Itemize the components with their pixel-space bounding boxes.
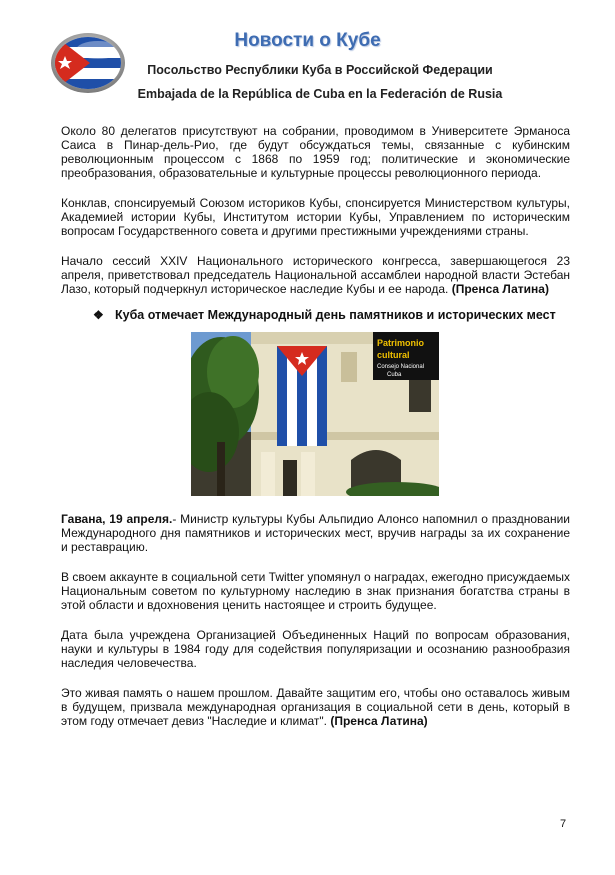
paragraph: Конклав, спонсируемый Союзом историков Кубы, спонсируется Министерством культуры, Академией истории Кубы, Институтом истории Кубы, Управлением по историческим вопросам Государственного совета и другими престижными учреждениями страны. (61, 196, 570, 238)
sign-text: Cuba (387, 372, 402, 378)
article-content (61, 124, 570, 744)
source-label: (Пренса Латина) (330, 714, 428, 728)
paragraph: Дата была учреждена Организацией Объединенных Наций по вопросам образования, науки и культуры в 1984 году для содействия популяризации и осознанию разнообразия наследия человечества. (61, 628, 570, 670)
page-number: 7 (560, 818, 567, 830)
page-title: Новости о Кубе (234, 30, 381, 51)
source-label: (Пренса Латина) (451, 282, 549, 296)
sign-text: cultural (377, 350, 410, 360)
sign-text: Patrimonio (377, 338, 425, 348)
paragraph: Это живая память о нашем прошлом. Давайте защитим его, чтобы оно оставалось живым в будущем, призвала международная организация в социальной сети в день, который в этом году отмечает девиз "Наследие и климат". (Пренса Латина) (61, 686, 570, 728)
paragraph: Около 80 делегатов присутствуют на собрании, проводимом в Университете Эрманоса Саиса в Пинар-дель-Рио, где будут обсуждаться темы, связанные с кубинским революционным процессом с 1868 по 1959 год; политические и экономические преобразования, образовательные и культурные процессы революционного периода. (61, 124, 570, 180)
section-heading: ❖ Куба отмечает Международный день памятников и исторических мест (93, 308, 556, 322)
embassy-name-es: Embajada de la República de Cuba en la Federación de Rusia (137, 87, 503, 101)
building-photo (191, 332, 439, 496)
diamond-bullet-icon: ❖ (93, 308, 104, 322)
dateline: Гавана, 19 апреля. (61, 512, 173, 526)
paragraph: В своем аккаунте в социальной сети Twitter упомянул о наградах, ежегодно присуждаемых Национальным советом по культурному наследию в знак признания богатства страны в этой области и вдохновения ценить настоящее и строить будущее. (61, 570, 570, 612)
embassy-name-ru: Посольство Республики Куба в Российской Федерации (147, 63, 493, 77)
paragraph: Начало сессий XXIV Национального исторического конгресса, завершающегося 23 апреля, приветствовал председатель Национальной ассамблеи народной власти Эстебан Лазо, который подчеркнул историческое наследие Кубы и ее народа. (Пренса Латина) (61, 254, 570, 296)
sign-text: Consejo Nacional (377, 364, 425, 370)
paragraph: Гавана, 19 апреля.- Министр культуры Кубы Альпидио Алонсо напомнил о праздновании Международного дня памятников и исторических мест, вручив награды за их сохранение и реставрацию. (61, 512, 570, 554)
